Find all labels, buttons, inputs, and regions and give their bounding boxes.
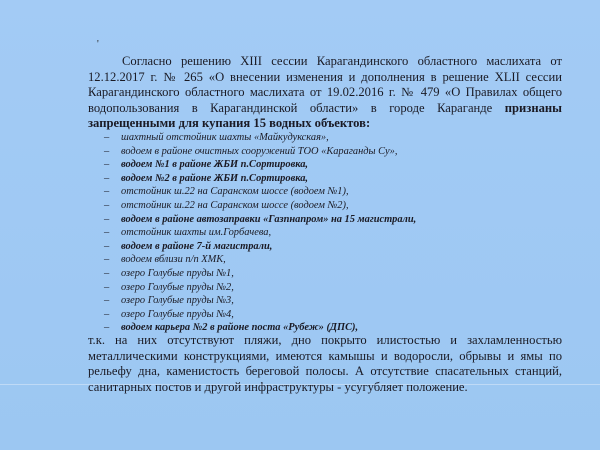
- bullet-dash: –: [104, 132, 110, 143]
- list-item: [104, 226, 416, 240]
- list-item-text: озеро Голубые пруды №1,: [121, 267, 234, 279]
- intro-colon: :: [365, 116, 371, 131]
- list-item: [104, 294, 416, 308]
- list-item: [104, 145, 416, 159]
- bullet-dash: –: [104, 281, 110, 293]
- list-item-text: озеро Голубые пруды №4,: [121, 308, 234, 320]
- bullet-dash: –: [104, 145, 110, 157]
- list-item-text: водоем карьера №2 в районе поста «Рубеж» (ДПС),: [121, 322, 359, 334]
- list-item-text: водоем вблизи п/п ХМК,: [121, 254, 226, 266]
- bullet-dash: –: [104, 186, 110, 198]
- list-item-text: водоем в районе автозаправки «Газпнапром» на 15 магистрали,: [121, 213, 417, 225]
- list-item-text: шахтный отстойник шахты «Майкудукская»,: [121, 132, 329, 143]
- list-item-text: водоем в районе очистных сооружений ТОО «Караганды Су»,: [121, 145, 398, 157]
- intro-paragraph: [88, 54, 562, 132]
- list-item: [104, 281, 416, 295]
- bullet-dash: –: [104, 267, 110, 279]
- list-item-text: отстойник ш.22 на Саранском шоссе (водоем №1),: [121, 186, 349, 198]
- bullet-dash: –: [104, 213, 110, 225]
- list-item: [104, 213, 416, 227]
- list-item: [104, 172, 416, 186]
- bullet-dash: –: [104, 254, 110, 266]
- list-item: [104, 158, 416, 172]
- water-objects-list: [104, 131, 416, 335]
- list-item-text: озеро Голубые пруды №3,: [121, 295, 234, 307]
- bullet-dash: –: [104, 172, 110, 184]
- bullet-dash: –: [104, 159, 110, 171]
- list-item-text: озеро Голубые пруды №2,: [121, 281, 234, 293]
- list-item-text: отстойник ш.22 на Саранском шоссе (водоем №2),: [121, 199, 349, 211]
- list-item: [104, 240, 416, 254]
- list-item-text: водоем №2 в районе ЖБИ п.Сортировка,: [121, 172, 309, 184]
- intro-text: Согласно решению XIII сессии Карагандинского областного маслихата от 12.12.2017 г. № 265 «О внесении изменения и дополнения в решение XLII сессии Карагандинского областного маслихата от 19.02.2016 г. № 479 «О Правилах общего водопользования в Карагандинской области» в городе Караганде: [88, 54, 562, 115]
- bullet-dash: –: [104, 322, 110, 334]
- outro-paragraph: т.к. на них отсутствуют пляжи, дно покрыто илистостью и захламленностью металлическими конструкциями, имеются камышы и водоросли, обрывы и ямы по рельефу дна, каменистость береговой полосы. А отсутствие спасательных станций, санитарных постов и другой инфраструктуры - усугубляет положение.: [88, 333, 562, 394]
- bullet-dash: –: [104, 199, 110, 211]
- list-item: [104, 267, 416, 281]
- bullet-dash: –: [104, 227, 110, 239]
- list-item: [104, 253, 416, 267]
- list-item-text: отстойник шахты им.Горбачева,: [121, 227, 272, 239]
- list-item: [104, 185, 416, 199]
- list-item-text: водоем №1 в районе ЖБИ п.Сортировка,: [121, 159, 309, 171]
- bullet-dash: –: [104, 308, 110, 320]
- bullet-dash: –: [104, 240, 110, 252]
- divider: [0, 384, 600, 385]
- bullet-dash: –: [104, 295, 110, 307]
- list-item: [104, 131, 416, 145]
- list-item: [104, 308, 416, 322]
- list-item: [104, 199, 416, 213]
- intro-bold-text: признаны запрещенными для купания 15 водных объектов: [88, 100, 562, 131]
- list-item-text: водоем в районе 7-й магистрали,: [121, 240, 273, 252]
- corner-mark: ': [97, 39, 99, 50]
